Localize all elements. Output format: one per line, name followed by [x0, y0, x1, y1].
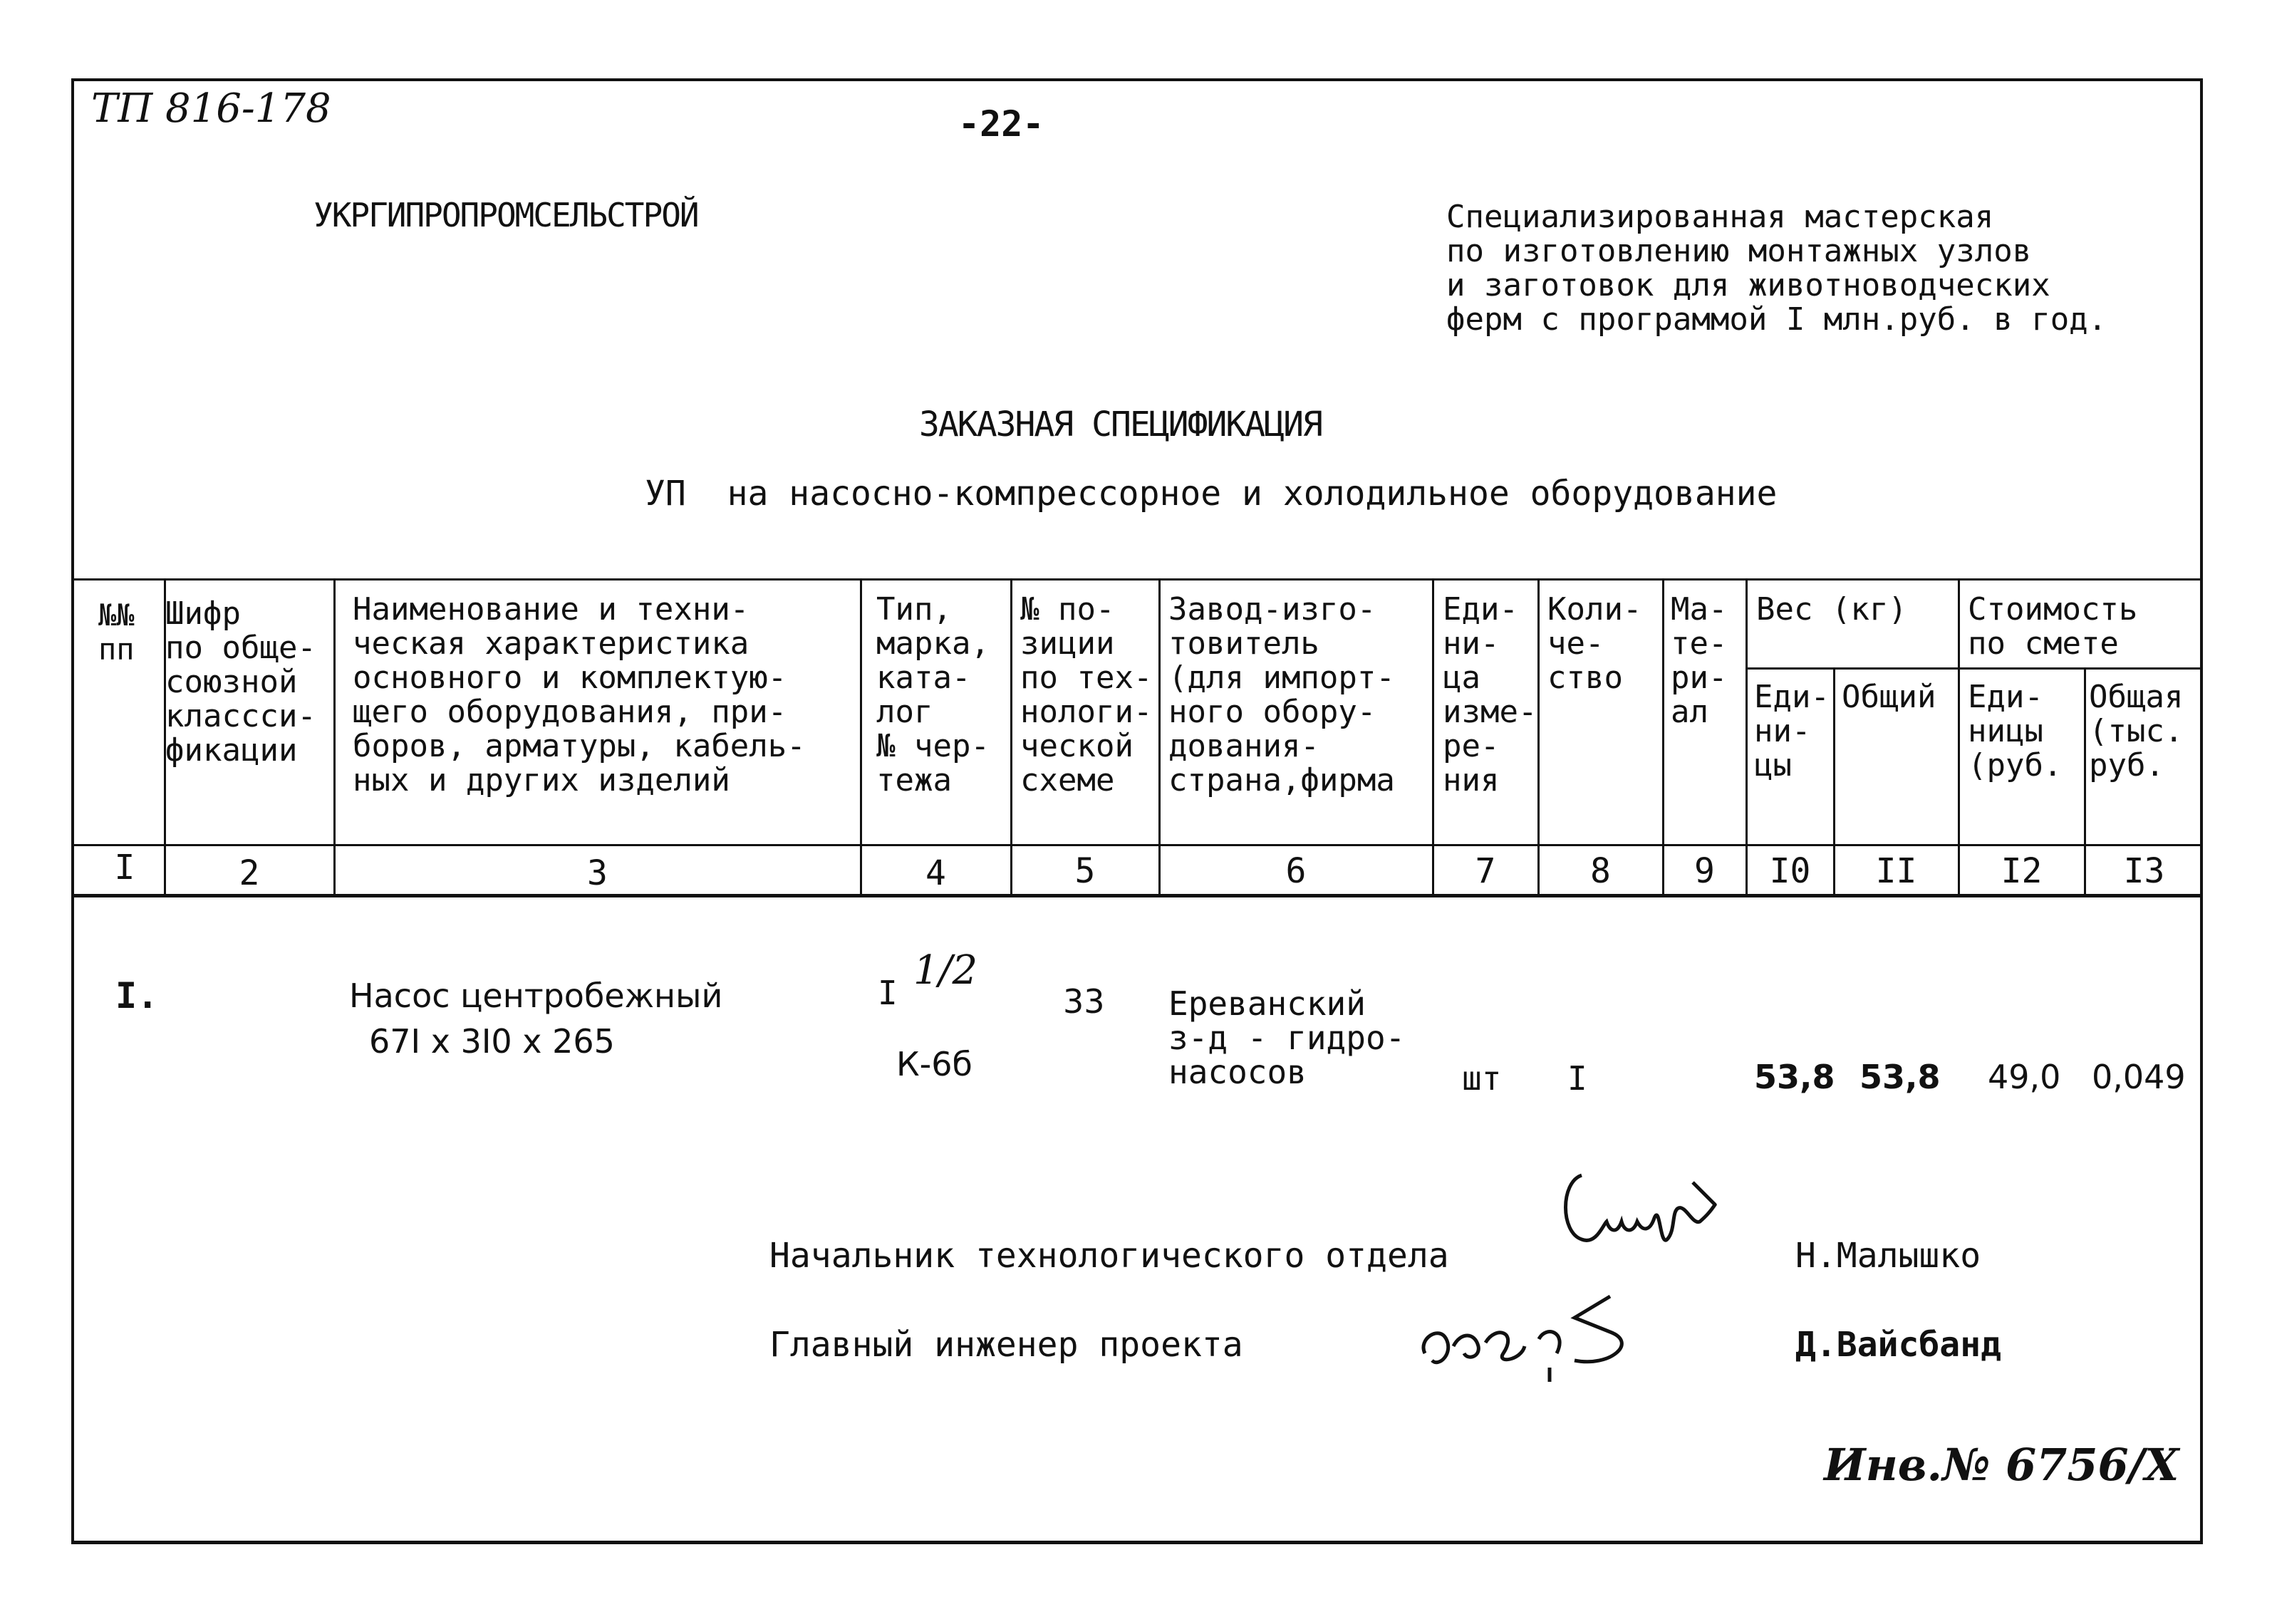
- col-number: 3: [587, 853, 608, 893]
- project-line: Специализированная мастерская: [1446, 199, 1994, 235]
- item-maker: Ереванский з-д - гидро- насосов: [1168, 984, 1406, 1091]
- col-divider: [1662, 578, 1664, 896]
- group-rule: [1746, 667, 2203, 670]
- item-quantity: I: [1567, 1059, 1587, 1098]
- col-number: 2: [239, 853, 260, 893]
- col-header-9: Ма- те- ри- ал: [1671, 591, 1728, 730]
- col-number: 5: [1074, 851, 1096, 891]
- col-number: I0: [1769, 851, 1811, 891]
- col-header-7: Еди- ни- ца изме- ре- ния: [1443, 591, 1537, 798]
- item-type: I: [878, 974, 898, 1012]
- col-header-5: № по- зиции по тех- нологи- ческой схеме: [1020, 591, 1153, 798]
- col-number: I: [114, 848, 135, 888]
- item-catalog: К-6б: [896, 1045, 972, 1083]
- col-header-12: Еди- ницы (руб.: [1968, 679, 2063, 784]
- item-position: 33: [1063, 982, 1105, 1021]
- project-line: и заготовок для животноводческих: [1446, 267, 2050, 303]
- col-divider: [333, 578, 336, 896]
- organization: УКРГИПРОПРОМСЕЛЬСТРОЙ: [313, 196, 698, 234]
- group-header-weight: Вес (кг): [1756, 591, 1907, 628]
- doc-code: ТП 816-178: [91, 85, 331, 132]
- col-header-3: Наименование и техни- ческая характеристика основного и комплектую- щего оборудования, при- боров, арматуры, кабель- ных и других изделий: [353, 591, 806, 798]
- item-weight-total: 53,8: [1859, 1058, 1941, 1096]
- handwritten-signature: [1553, 1154, 1738, 1268]
- col-divider: [1158, 578, 1161, 896]
- page-number: -22-: [958, 103, 1044, 145]
- project-line: по изготовлению монтажных узлов: [1446, 233, 2032, 269]
- signature-name: Д.Вайсбанд: [1795, 1325, 2001, 1365]
- group-header-cost: Стоимость по смете: [1968, 591, 2138, 662]
- col-divider: [1958, 578, 1960, 896]
- page-title: ЗАКАЗНАЯ СПЕЦИФИКАЦИЯ: [919, 405, 1322, 444]
- col-header-2: Шифр по обще- союзной классси- фикации: [165, 595, 316, 769]
- signature-name: Н.Малышко: [1795, 1236, 1981, 1276]
- row-number: I.: [115, 975, 159, 1016]
- project-line: ферм с программой I млн.руб. в год.: [1446, 301, 2107, 338]
- col-number: I2: [2001, 851, 2043, 891]
- item-weight-unit: 53,8: [1754, 1058, 1835, 1096]
- table-number-rule: [71, 894, 2203, 897]
- item-cost-total: 0,049: [2092, 1058, 2186, 1096]
- col-divider: [1746, 578, 1748, 896]
- item-cost-unit: 49,0: [1988, 1058, 2061, 1096]
- col-number: 4: [925, 853, 946, 893]
- signature-role: Начальник технологического отдела: [769, 1236, 1449, 1276]
- col-header-13: Общая (тыс. руб.: [2089, 679, 2184, 784]
- item-dimensions: 67I x 3I0 x 265: [369, 1022, 615, 1061]
- col-number: 9: [1694, 851, 1715, 891]
- col-number: I3: [2123, 851, 2165, 891]
- col-number: II: [1875, 851, 1917, 891]
- col-number: 7: [1475, 851, 1496, 891]
- col-header-4: Тип, марка, ката- лог № чер- тежа: [876, 591, 990, 798]
- item-name: Насос центробежный: [349, 977, 723, 1015]
- col-divider: [1432, 578, 1434, 896]
- col-header-10: Еди- ни- цы: [1754, 679, 1830, 784]
- item-unit: шт: [1462, 1059, 1502, 1098]
- handwritten-signature: [1396, 1275, 1653, 1396]
- page-subtitle: УП на насосно-компрессорное и холодильное оборудование: [645, 474, 1778, 514]
- col-divider: [1537, 578, 1540, 896]
- col-header-1: №№ пп: [98, 598, 135, 667]
- col-number: 8: [1590, 851, 1611, 891]
- col-divider: [1010, 578, 1012, 896]
- col-header-8: Коли- че- ство: [1547, 591, 1642, 696]
- inventory-number: Инв.№ 6756/Х: [1824, 1439, 2179, 1491]
- item-type-fraction: 1/2: [913, 947, 978, 994]
- col-divider: [860, 578, 862, 896]
- table-top-rule: [71, 578, 2203, 581]
- col-header-6: Завод-изго- товитель (для импорт- ного обору- дования- страна,фирма: [1168, 591, 1395, 798]
- col-header-11: Общий: [1842, 679, 1936, 715]
- table-header-rule: [71, 844, 2203, 846]
- col-number: 6: [1285, 851, 1307, 891]
- signature-role: Главный инженер проекта: [769, 1325, 1243, 1365]
